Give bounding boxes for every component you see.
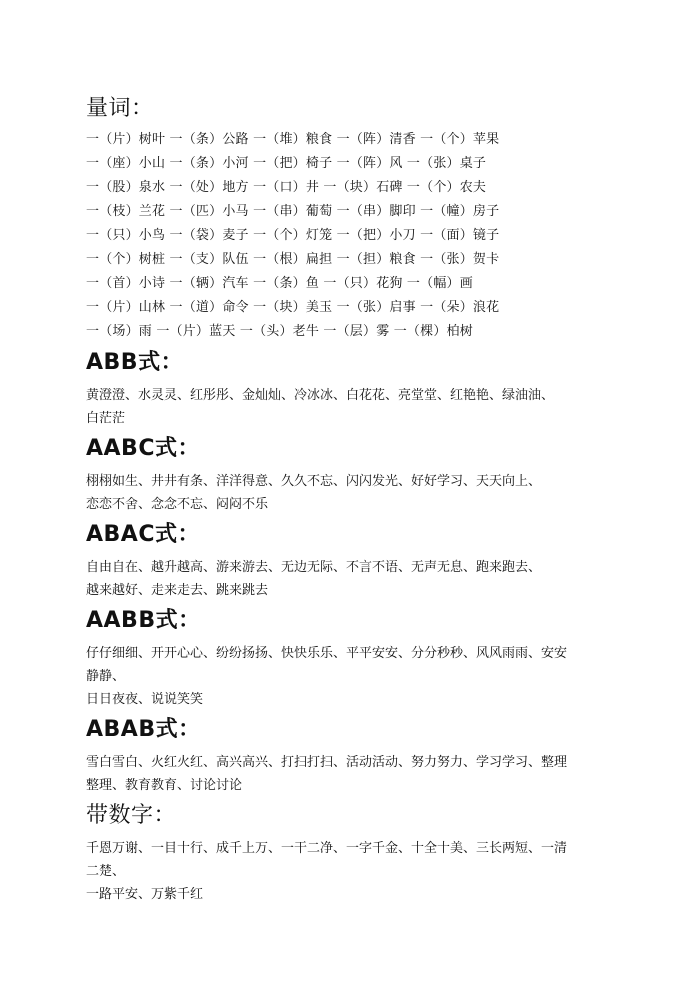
aabb-heading: AABB式： <box>86 608 201 633</box>
aabc-line: 恋恋不舍、念念不忘、闷闷不乐 <box>86 497 269 512</box>
aabb-paragraph <box>86 642 626 711</box>
abb-section <box>86 350 626 430</box>
aabc-paragraph <box>86 470 626 516</box>
abac-section <box>86 522 626 602</box>
quantifier-line: 一（枝）兰花 一（匹）小马 一（串）葡萄 一（串）脚印 一（幢）房子 <box>86 204 500 219</box>
abab-line: 雪白雪白、火红火红、高兴高兴、打扫打扫、活动活动、努力努力、学习学习、整理 <box>86 755 568 770</box>
quantifier-line: 一（首）小诗 一（辆）汽车 一（条）鱼 一（只）花狗 一（幅）画 <box>86 276 473 291</box>
aabc-section <box>86 436 626 516</box>
abab-paragraph <box>86 751 626 797</box>
aabc-line: 栩栩如生、井井有条、洋洋得意、久久不忘、闪闪发光、好好学习、天天向上、 <box>86 474 542 489</box>
abac-paragraph <box>86 556 626 602</box>
abac-heading: ABAC式： <box>86 522 200 547</box>
quantifier-line: 一（场）雨 一（片）蓝天 一（头）老牛 一（层）雾 一（棵）柏树 <box>86 324 473 339</box>
numbers-heading: 带数字： <box>86 803 177 828</box>
abac-line: 越来越好、走来走去、跳来跳去 <box>86 583 269 598</box>
quantifier-line: 一（股）泉水 一（处）地方 一（口）井 一（块）石碑 一（个）农夫 <box>86 180 487 195</box>
abab-section <box>86 717 626 797</box>
quantifier-line: 一（个）树桩 一（支）队伍 一（根）扁担 一（担）粮食 一（张）贺卡 <box>86 252 500 267</box>
document-page <box>86 92 626 912</box>
abb-line: 黄澄澄、水灵灵、红彤彤、金灿灿、冷冰冰、白花花、亮堂堂、红艳艳、绿油油、 <box>86 388 555 403</box>
quantifier-line: 一（只）小鸟 一（袋）麦子 一（个）灯笼 一（把）小刀 一（面）镜子 <box>86 228 500 243</box>
aabb-section <box>86 608 626 711</box>
aabc-heading: AABC式： <box>86 436 200 461</box>
aabb-line: 静静、 <box>86 669 126 684</box>
quantifier-line: 一（片）树叶 一（条）公路 一（堆）粮食 一（阵）清香 一（个）苹果 <box>86 132 500 147</box>
quantifier-heading: 量词： <box>86 96 154 121</box>
numbers-line: 千恩万谢、一目十行、成千上万、一干二净、一字千金、十全十美、三长两短、一清 <box>86 841 568 856</box>
abac-line: 自由自在、越升越高、游来游去、无边无际、不言不语、无声无息、跑来跑去、 <box>86 560 542 575</box>
quantifier-line: 一（座）小山 一（条）小河 一（把）椅子 一（阵）风 一（张）桌子 <box>86 156 487 171</box>
abab-heading: ABAB式： <box>86 717 201 742</box>
aabb-line: 仔仔细细、开开心心、纷纷扬扬、快快乐乐、平平安安、分分秒秒、风风雨雨、安安 <box>86 646 568 661</box>
numbers-paragraph <box>86 837 626 906</box>
quantifier-line: 一（片）山林 一（道）命令 一（块）美玉 一（张）启事 一（朵）浪花 <box>86 300 500 315</box>
abb-heading: ABB式： <box>86 350 184 375</box>
numbers-line: 一路平安、万紫千红 <box>86 887 204 902</box>
numbers-section <box>86 803 626 906</box>
abb-paragraph <box>86 384 626 430</box>
abab-line: 整理、教育教育、讨论讨论 <box>86 778 243 793</box>
aabb-line: 日日夜夜、说说笑笑 <box>86 692 204 707</box>
numbers-line: 二楚、 <box>86 864 126 879</box>
abb-line: 白茫茫 <box>86 411 126 426</box>
quantifier-section <box>86 96 626 346</box>
